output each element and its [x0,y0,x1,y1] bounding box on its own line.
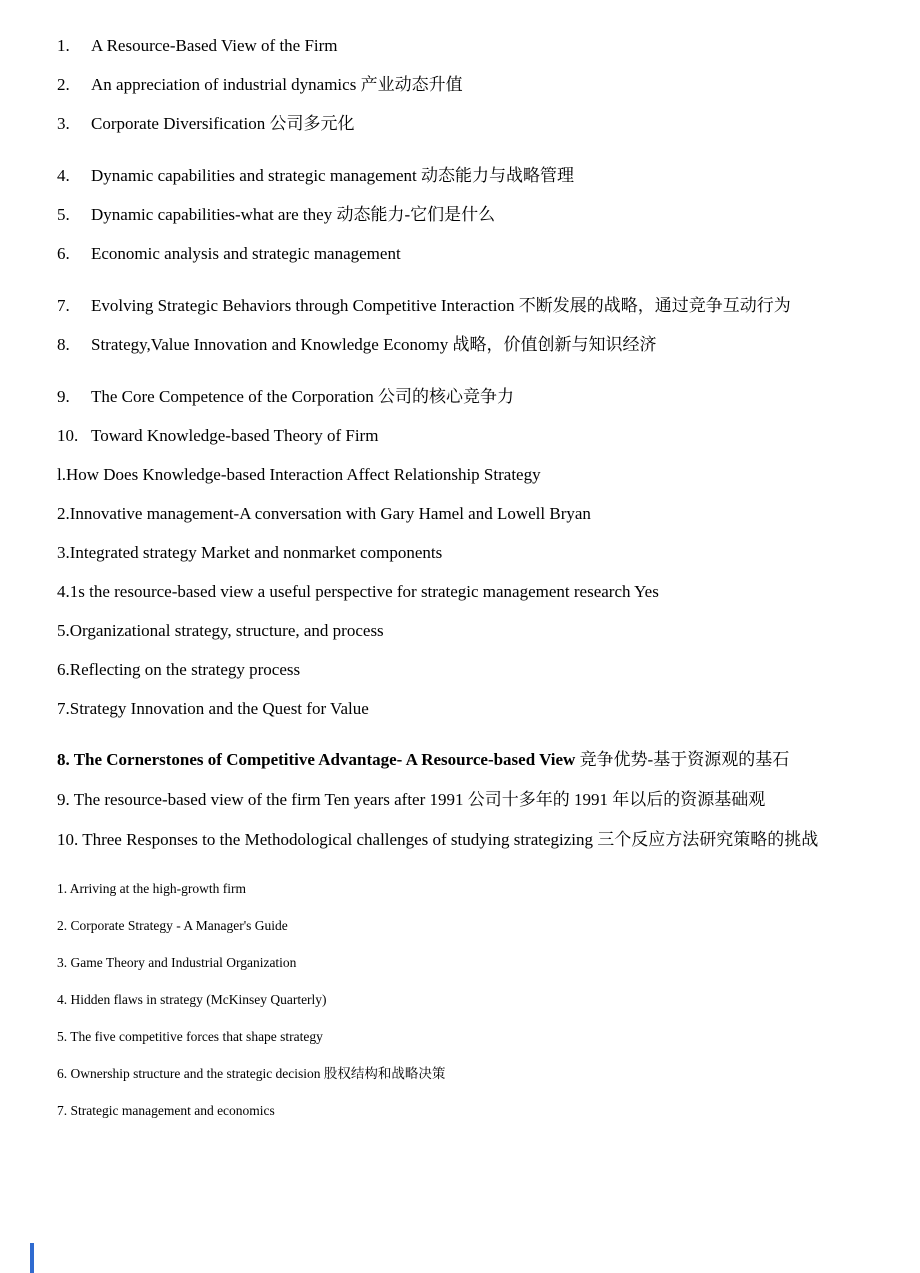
item-number: 2. [57,75,70,94]
item-number: 4. [57,166,70,185]
item-number: 8. [57,335,70,354]
list-item [57,780,860,820]
item-text: 竞争优势-基于资源观的基石 [575,750,790,769]
list-item [57,1055,860,1092]
item-text: 4. Hidden flaws in strategy (McKinsey Quarterly) [57,992,327,1007]
item-text: l.How Does Knowledge-based Interaction Affect Relationship Strategy [57,465,541,484]
item-text: 7.Strategy Innovation and the Quest for Value [57,699,369,718]
item-text: Strategy,Value Innovation and Knowledge Economy 战略，价值创新与知识经济 [91,335,657,354]
item-number: 6. [57,244,70,263]
reading-list-primary [57,26,860,455]
item-text: 3. Game Theory and Industrial Organization [57,955,297,970]
item-text: 2. Corporate Strategy - A Manager's Guide [57,918,288,933]
list-item [57,981,860,1018]
list-item [57,234,860,273]
list-item [57,740,860,780]
list-item [57,650,860,689]
item-text: An appreciation of industrial dynamics 产业动态升值 [91,75,463,94]
margin-change-bar [30,1243,34,1273]
item-text: 6.Reflecting on the strategy process [57,660,301,679]
list-item [57,1018,860,1055]
item-text: A Resource-Based View of the Firm [91,36,338,55]
item-text: 4.1s the resource-based view a useful perspective for strategic management research Yes [57,582,659,601]
list-item [57,533,860,572]
item-text: Toward Knowledge-based Theory of Firm [91,426,379,445]
list-item [57,820,860,860]
list-item [57,65,860,104]
list-item [57,455,860,494]
item-number: 5. [57,205,70,224]
item-text: 5.Organizational strategy, structure, and process [57,621,384,640]
item-text: 6. Ownership structure and the strategic decision 股权结构和战略决策 [57,1066,446,1081]
item-text-bold: 8. The Cornerstones of Competitive Advantage- A Resource-based View [57,750,576,769]
list-item [57,611,860,650]
list-item [57,416,860,455]
list-item [57,325,860,364]
item-text: 1. Arriving at the high-growth firm [57,881,246,896]
item-text: Evolving Strategic Behaviors through Competitive Interaction 不断发展的战略，通过竞争互动行为 [91,296,791,315]
item-text: 2.Innovative management-A conversation with Gary Hamel and Lowell Bryan [57,504,591,523]
item-text: 10. Three Responses to the Methodological challenges of studying strategizing 三个反应方法研究策略的挑战 [57,830,819,849]
list-item [57,870,860,907]
list-item [57,944,860,981]
item-text: The Core Competence of the Corporation 公司的核心竞争力 [91,387,515,406]
item-text: 3.Integrated strategy Market and nonmarket components [57,543,443,562]
list-item [57,156,860,195]
item-number: 3. [57,114,70,133]
list-item [57,689,860,728]
item-text: Dynamic capabilities-what are they 动态能力-它们是什么 [91,205,496,224]
item-text: Dynamic capabilities and strategic management 动态能力与战略管理 [91,166,574,185]
item-text: 5. The five competitive forces that shape strategy [57,1029,323,1044]
item-text: 7. Strategic management and economics [57,1103,275,1118]
list-item [57,907,860,944]
list-item [57,377,860,416]
item-number: 1. [57,36,70,55]
list-item [57,494,860,533]
item-number: 10. [57,426,79,445]
list-item [57,195,860,234]
list-item [57,104,860,143]
list-item [57,286,860,325]
reading-list-emphasis [57,740,860,860]
list-item [57,26,860,65]
list-item [57,572,860,611]
item-number: 7. [57,296,70,315]
reading-list-small [57,870,860,1129]
list-item [57,1092,860,1129]
item-text: 9. The resource-based view of the firm Ten years after 1991 公司十多年的 1991 年以后的资源基础观 [57,790,766,809]
item-text: Economic analysis and strategic management [91,244,401,263]
item-text: Corporate Diversification 公司多元化 [91,114,355,133]
reading-list-secondary [57,455,860,728]
item-number: 9. [57,387,70,406]
